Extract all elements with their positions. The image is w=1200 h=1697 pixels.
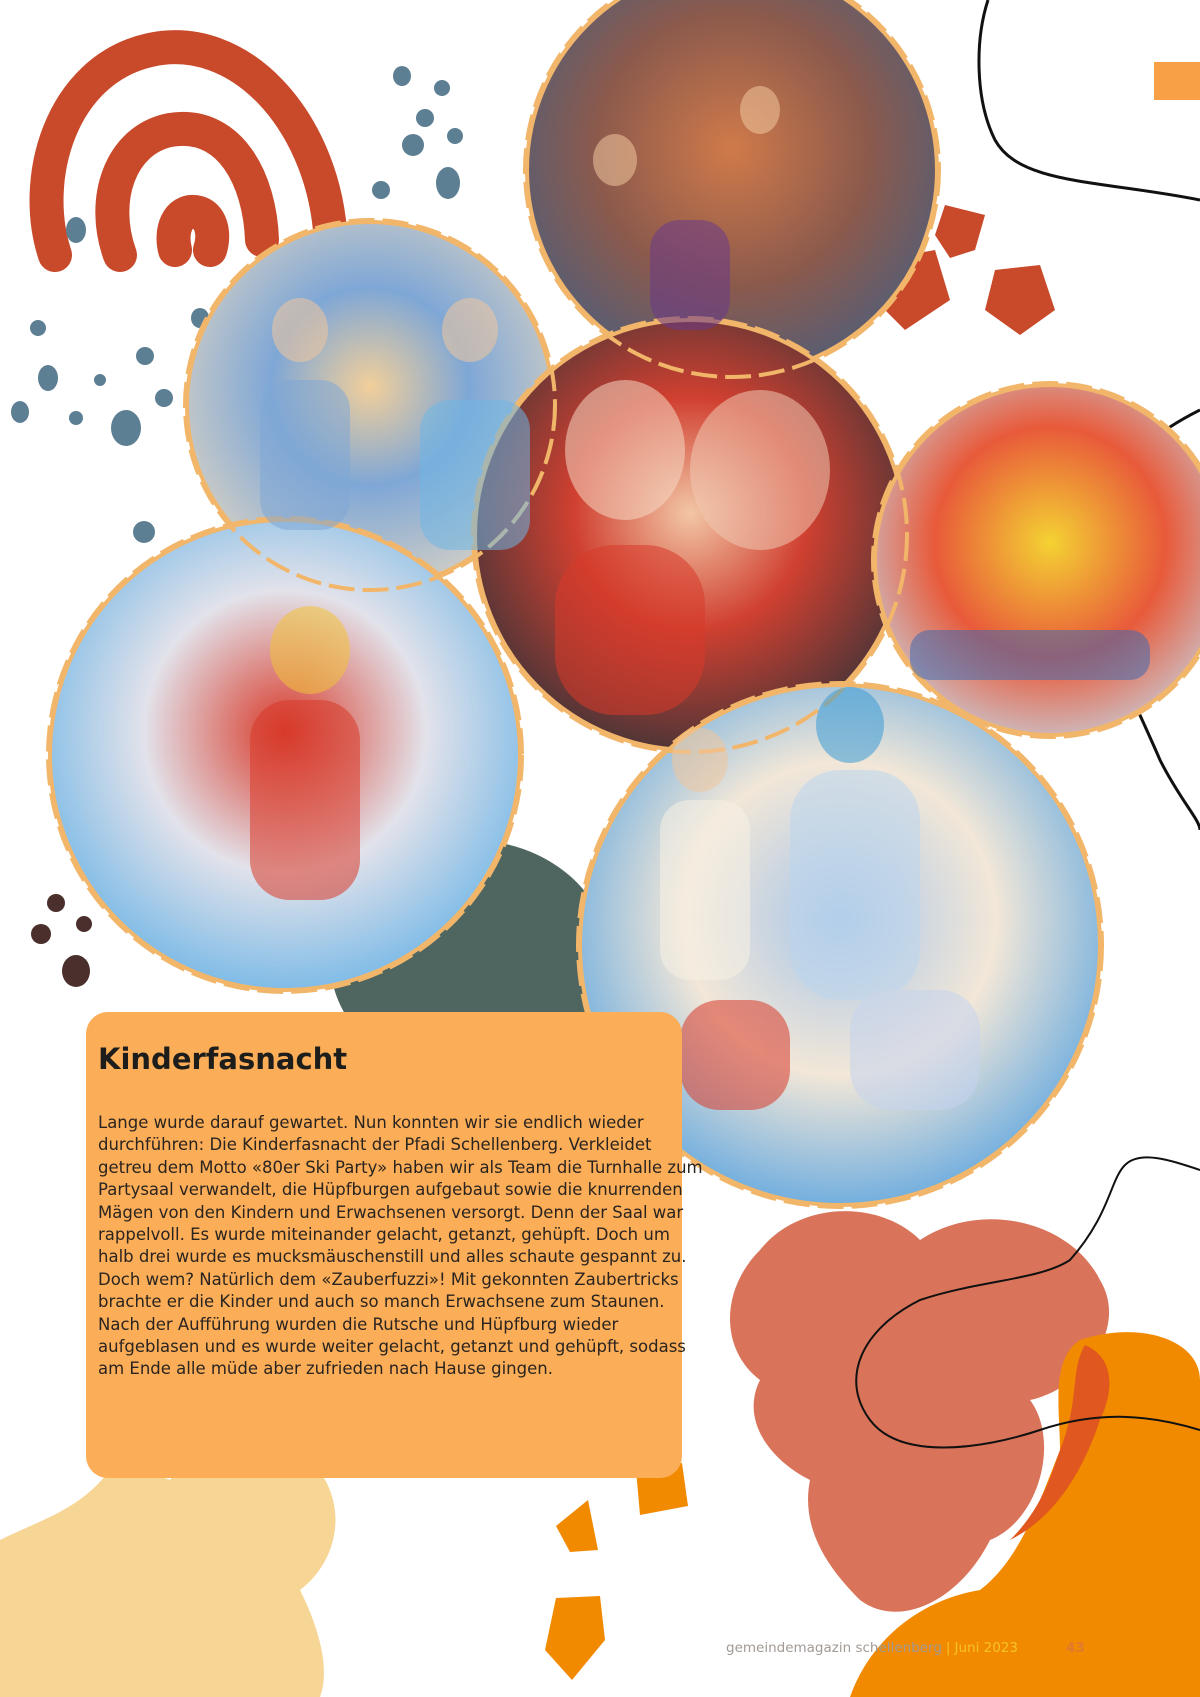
magazine-name: gemeindemagazin schellenberg xyxy=(726,1640,942,1656)
article-box xyxy=(86,1012,703,1478)
page-number: 43 xyxy=(1065,1640,1085,1656)
page-footer xyxy=(726,1640,1085,1656)
issue-date: Juni 2023 xyxy=(954,1640,1018,1656)
article-title: Kinderfasnacht xyxy=(98,1042,348,1076)
footer-separator: | xyxy=(945,1640,951,1656)
article-body: Lange wurde darauf gewartet. Nun konnten wir sie endlich wieder durchführen: Die Kinderfasnacht der Pfadi Schellenberg. Verkleidet getreu dem Motto «80er Ski Party» haben wir als Team die Turnhalle zum Partysaal verwandelt, die Hüpfburgen aufgebaut sowie die knurrenden Mägen von den Kindern und Erwachsenen versorgt. Denn der Saal war rappelvoll. Es wurde miteinander gelacht, getanzt, gehüpft. Doch um halb drei wurde es mucksmäuschenstill und alles schaute gespannt zu. Doch wem? Natürlich dem «Zauberfuzzi»! Mit gekonnten Zaubertricks brachte er die Kinder und auch so manch Erwachsene zum Staunen. Nach der Aufführung wurden die Rutsche und Hüpfburg wieder aufgeblasen und es wurde weiter gelacht, getanzt und gehüpft, sodass am Ende alle müde aber zufrieden nach Hause gingen. xyxy=(98,1113,703,1379)
